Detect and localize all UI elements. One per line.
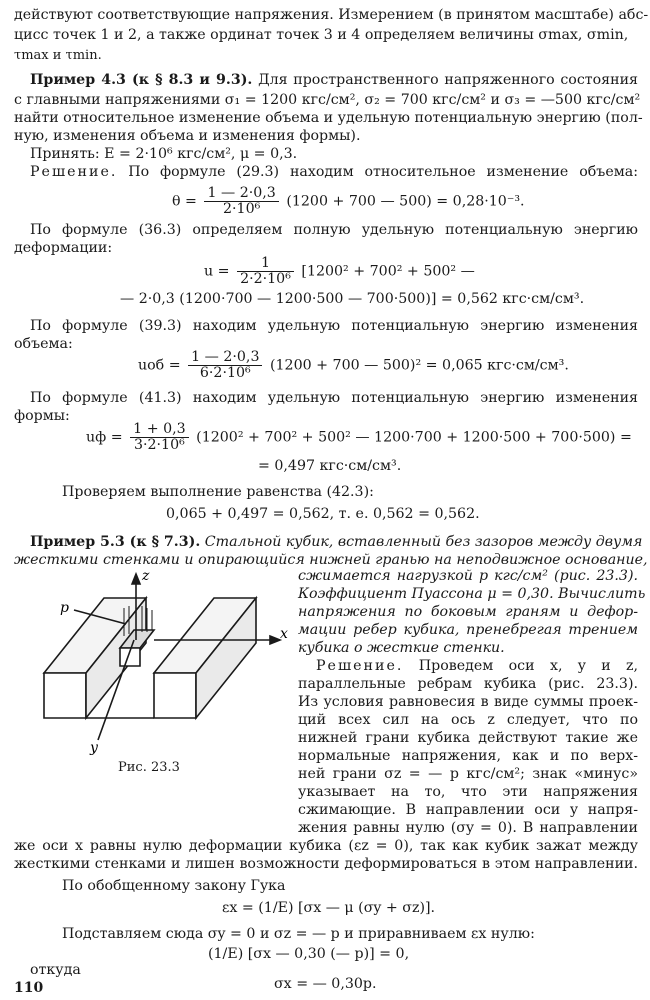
figure-caption: Рис. 23.3 — [118, 760, 180, 775]
formula-u-line-2: — 2·0,3 (1200·700 — 1200·500 — 700·500)] = 0,562 кгс·см/см³. — [120, 291, 585, 307]
right-wall-front — [154, 673, 196, 718]
example-4-3-line-3: найти относительное изменение объема и удельную потенциальную энергию (пол- — [14, 110, 643, 126]
page-number: 110 — [14, 980, 44, 996]
p2-line-1: По формуле (36.3) определяем полную удельную потенциальную энергию — [30, 222, 638, 238]
figure-23-3 — [14, 568, 294, 758]
right-col-line-4: мации ребер кубика, пренебрегая трением — [298, 622, 638, 638]
right-col-line-1: сжимается нагрузкой p кгс/см² (рис. 23.3). — [298, 568, 638, 584]
left-wall-front — [44, 673, 86, 718]
full-line-2: жесткими стенками и лишен возможности деформироваться в этом направлении. — [14, 856, 638, 872]
formula-theta-fraction: $\frac{1 — 2\cdot 0,3}{\text{2·10⁶}}$ — [204, 186, 278, 217]
formula-u: u = $\frac{1}{\text{2·2·10⁶}}$ [1200² + 700² + 500² — — [204, 255, 475, 287]
figure-label-p: p — [60, 600, 69, 616]
axis-x-arrow — [270, 636, 280, 644]
solution-line-2: параллельные ребрам кубика (рис. 23.3). — [298, 676, 638, 692]
example-4-3-solution: Решение. По формуле (29.3) находим относительное изменение объема: — [30, 164, 638, 180]
right-col-line-3: напряжения по боковым граням и дефор- — [298, 604, 638, 620]
formula-uf-line-2: = 0,497 кгс·см/см³. — [258, 458, 402, 474]
example-5-3-line-2: жесткими стенками и опирающийся нижней гранью на неподвижное основание, — [14, 552, 648, 568]
check-text: Проверяем выполнение равенства (42.3): — [62, 484, 374, 500]
example-4-3-given: Принять: E = 2·10⁶ кгс/см², μ = 0,3. — [30, 146, 298, 162]
axis-z-arrow — [132, 574, 140, 584]
example-4-3-line-1: Пример 4.3 (к § 8.3 и 9.3). Для пространственного напряженного состояния — [30, 72, 638, 88]
intro-line-1: действуют соответствующие напряжения. Измерением (в принятом масштабе) абс- — [14, 7, 649, 23]
p3-line-2: объема: — [14, 336, 73, 352]
subst-text: Подставляем сюда σy = 0 и σz = — p и приравниваем εx нулю: — [62, 926, 535, 942]
formula-uob-fraction: $\frac{1 — 2\cdot 0,3}{\text{6·2·10⁶}}$ — [188, 350, 262, 381]
solution-line-3: Из условия равновесия в виде суммы проек- — [298, 694, 638, 710]
hooke-formula: εx = (1/E) [σx — μ (σy + σz)]. — [222, 900, 436, 916]
example-5-3-heading: Пример 5.3 (к § 7.3). — [30, 534, 201, 550]
subst-formula: (1/E) [σx — 0,30 (— p)] = 0, — [208, 946, 410, 962]
formula-theta: θ = $\frac{1 — 2\cdot 0,3}{\text{2·10⁶}}$ (1200 + 700 — 500) = 0,28·10⁻³. — [172, 185, 525, 217]
formula-uob: uоб = $\frac{1 — 2\cdot 0,3}{\text{6·2·10⁶}}$ (1200 + 700 — 500)² = 0,065 кгс·см/см³. — [138, 349, 569, 381]
example-5-3-line-1: Пример 5.3 (к § 7.3). Стальной кубик, вставленный без зазоров между двумя — [30, 534, 643, 550]
p2-line-2: деформации: — [14, 240, 113, 256]
p4-line-2: формы: — [14, 408, 70, 424]
check-formula: 0,065 + 0,497 = 0,562, т. е. 0,562 = 0,562. — [166, 506, 480, 522]
hooke-text: По обобщенному закону Гука — [62, 878, 286, 894]
right-col-line-5: кубика о жесткие стенки. — [298, 640, 505, 656]
solution-line-9: сжимающие. В направлении оси y напря- — [298, 802, 638, 818]
result-formula: σx = — 0,30p. — [274, 976, 377, 992]
formula-u-fraction: $\frac{1}{\text{2·2·10⁶}}$ — [237, 256, 294, 287]
formula-uf-fraction: $\frac{1 + 0,3}{\text{3·2·10⁶}}$ — [130, 422, 189, 453]
right-col-line-2: Коэффициент Пуассона μ = 0,30. Вычислить — [298, 586, 646, 602]
whence-text: откуда — [30, 962, 81, 978]
figure-label-z: z — [142, 568, 150, 584]
intro-tail: max, σmin, — [548, 27, 629, 43]
formula-uf: uф = $\frac{1 + 0,3}{\text{3·2·10⁶}}$ (1200² + 700² + 500² — 1200·700 + 1200·500 + 700·500) = — [86, 421, 632, 453]
solution-line-5: нижней грани кубика действуют такие же — [298, 730, 638, 746]
solution-line-1: Решение. Проведем оси x, y и z, — [316, 658, 638, 674]
intro-line-2: цисс точек 1 и 2, а также ординат точек 3 и 4 определяем величины σmax, σmin, — [14, 27, 629, 43]
solution-line-7: ней грани σz = — p кгс/см²; знак «минус» — [298, 766, 638, 782]
example-4-3-line-4: ную, изменения объема и изменения формы). — [14, 128, 361, 144]
p3-line-1: По формуле (39.3) находим удельную потенциальную энергию изменения — [30, 318, 638, 334]
solution-line-10: жения равны нулю (σy = 0). В направлении — [298, 820, 638, 836]
figure-label-x: x — [280, 626, 288, 642]
figure-label-y: y — [90, 740, 98, 756]
solution-line-8: указывает на то, что эти напряжения — [298, 784, 638, 800]
solution-line-4: ций всех сил на ось z следует, что по — [298, 712, 638, 728]
solution-line-6: нормальные напряжения, как и по верх- — [298, 748, 638, 764]
example-4-3-heading: Пример 4.3 (к § 8.3 и 9.3). — [30, 72, 253, 88]
intro-line-3: τmax и τmin. — [14, 48, 102, 63]
full-line-1: же оси x равны нулю деформации кубика (εz = 0), так как кубик зажат между — [14, 838, 638, 854]
example-4-3-line-2: с главными напряжениями σ₁ = 1200 кгс/см², σ₂ = 700 кгс/см² и σ₃ = —500 кгс/см² — [14, 92, 641, 108]
p4-line-1: По формуле (41.3) находим удельную потенциальную энергию изменения — [30, 390, 638, 406]
